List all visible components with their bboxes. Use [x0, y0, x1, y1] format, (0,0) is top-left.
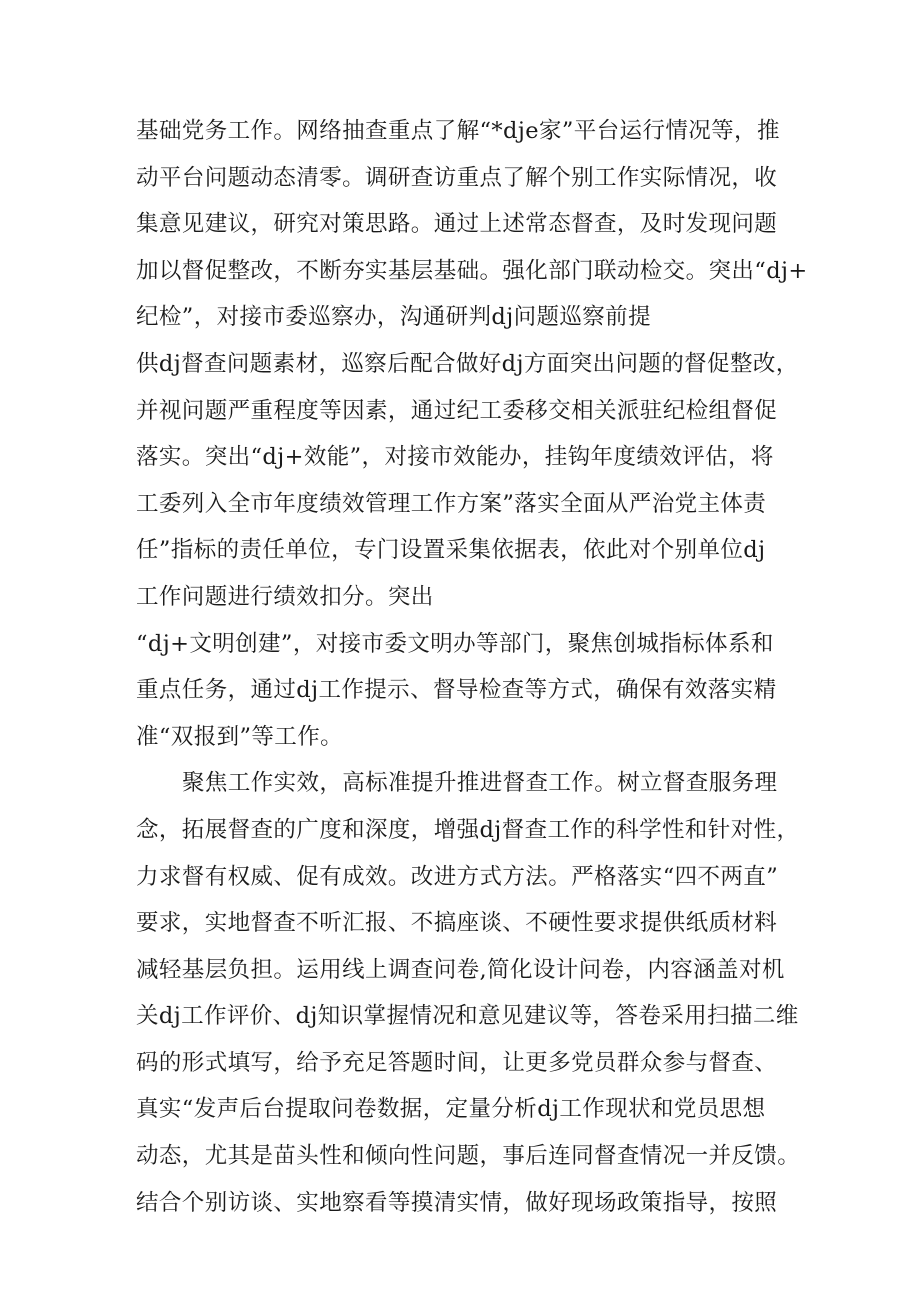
text-line: 加以督促整改，不断夯实基层基础。强化部门联动检交。突出“dj+ [136, 257, 808, 284]
text-line: 供dj督查问题素材，巡察后配合做好dj方面突出问题的督促整改， [136, 350, 799, 377]
body-text [136, 108, 806, 1226]
text-line: 并视问题严重程度等因素，通过纪工委移交相关派驻纪检组督促 [136, 397, 778, 424]
text-line: 减轻基层负担。运用线上调查问卷,简化设计问卷，内容涵盖对机 [136, 956, 785, 983]
text-line: 工委列入全市年度绩效管理工作方案”落实全面从严治党主体责 [136, 490, 767, 517]
text-line: 重点任务，通过dj工作提示、督导检查等方式，确保有效落实精 [136, 677, 777, 704]
text-line: 真实“发声后台提取问卷数据，定量分析dj工作现状和党员思想 [136, 1096, 766, 1123]
text-line: 关dj工作评价、dj知识掌握情况和意见建议等，答卷采用扫描二维 [136, 1003, 799, 1030]
text-line: 动平台问题动态清零。调研查访重点了解个别工作实际情况，收 [136, 164, 778, 191]
text-line: 要求，实地督查不听汇报、不搞座谈、不硬性要求提供纸质材料 [136, 910, 778, 937]
text-line: 集意见建议，研究对策思路。通过上述常态督查，及时发现问题 [136, 211, 778, 238]
text-line: 准“双报到”等工作。 [136, 723, 344, 750]
text-line: 结合个别访谈、实地察看等摸清实情，做好现场政策指导，按照 [136, 1189, 778, 1216]
paragraph-start-line: 聚焦工作实效，高标准提升推进督查工作。树立督查服务理 [182, 770, 778, 797]
text-line: 纪检”，对接市委巡察办，沟通研判dj问题巡察前提 [136, 304, 651, 331]
text-line: 码的形式填写，给予充足答题时间，让更多党员群众参与督查、 [136, 1049, 778, 1076]
text-line: 工作问题进行绩效扣分。突出 [136, 583, 434, 610]
text-line: 力求督有权威、促有成效。改进方式方法。严格落实“四不两直” [136, 863, 779, 890]
text-line: 念，拓展督查的广度和深度，增强dj督查工作的科学性和针对性， [136, 816, 800, 843]
text-line: 动态，尤其是苗头性和倾向性问题，事后连同督查情况一并反馈。 [136, 1143, 801, 1170]
text-line: “dj+文明创建”，对接市委文明办等部门，聚焦创城指标体系和 [136, 630, 774, 657]
text-line: 落实。突出“dj+效能”，对接市效能办，挂钩年度绩效评估，将 [136, 444, 774, 471]
text-line: 任”指标的责任单位，专门设置采集依据表，依此对个别单位dj [136, 537, 766, 564]
text-line: 基础党务工作。网络抽查重点了解“*dje家”平台运行情况等，推 [136, 118, 780, 144]
